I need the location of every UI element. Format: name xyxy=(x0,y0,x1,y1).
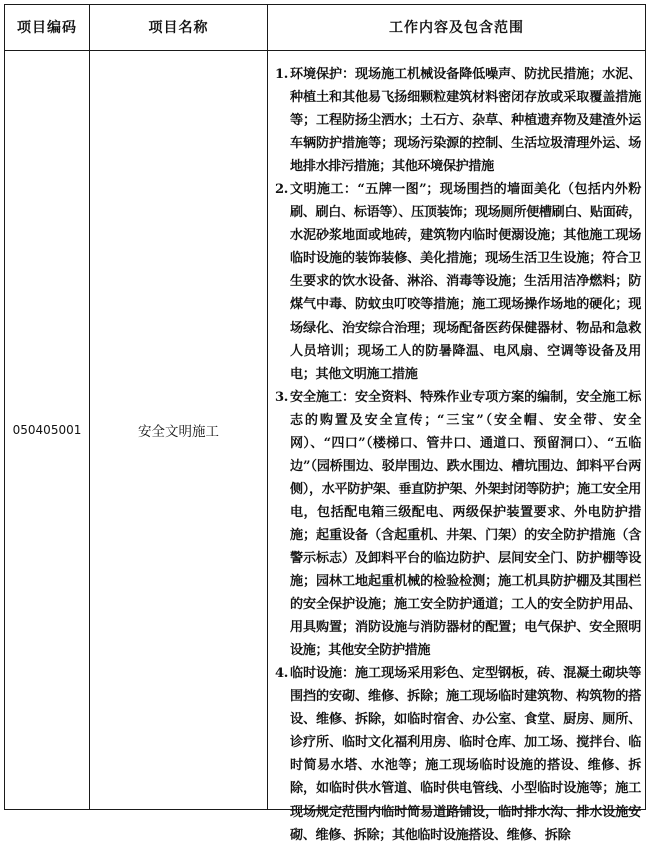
scope-item-civilized xyxy=(275,178,641,385)
item-name-cell: 安全文明施工 xyxy=(138,424,219,440)
scope-item-temporary-facilities xyxy=(275,662,641,846)
scope-item-number: 4. xyxy=(275,666,288,682)
scope-item-text: 临时设施：施工现场采用彩色、定型钢板，砖、混凝土砌块等围挡的安砌、维修、拆除；施工现场临时建筑物、构筑物的搭设、维修、拆除，如临时宿舍、办公室、食堂、厨房、厕所、诊疗所、临时文化福利用房、临时仓库、加工场、搅拌台、临时简易水塔、水池等；施工现场临时设施的搭设、维修、拆除，如临时供水管道、临时供电管线、小型临时设施等；施工现场规定范围内临时简易道路铺设，临时排水沟、排水设施安砌、维修、拆除；其他临时设施搭设、维修、拆除 xyxy=(290,666,641,843)
scope-item-number: 1. xyxy=(275,67,288,82)
scope-item-number: 2. xyxy=(275,182,288,198)
bill-item-table xyxy=(4,4,646,843)
scope-item-text: 环境保护：现场施工机械设备降低噪声、防扰民措施；水泥、种植土和其他易飞扬细颗粒建筑材料密闭存放或采取覆盖措施等；工程防扬尘洒水；土石方、杂草、种植遗弃物及建渣外运车辆防护措施等；现场污染源的控制、生活垃圾清理外运、场地排水排污措施；其他环境保护措施 xyxy=(290,67,641,175)
scope-item-text: 安全施工：安全资料、特殊作业专项方案的编制，安全施工标志的购置及安全宣传；“三宝”（安全帽、安全带、安全网）、“四口”（楼梯口、管井口、通道口、预留洞口）、“五临边”（园桥围边、驳岸围边、跌水围边、槽坑围边、卸料平台两侧），水平防护架、垂直防护架、外架封闭等防护；施工安全用电，包括配电箱三级配电、两级保护装置要求、外电防护措施；起重设备（含起重机、井架、门架）的安全防护措施（含警示标志）及卸料平台的临边防护、层间安全门、防护棚等设施；园林工地起重机械的检验检测；施工机具防护棚及其围栏的安全保护设施；施工安全防护通道；工人的安全防护用品、用具购置；消防设施与消防器材的配置；电气保护、安全照明设施；其他安全防护措施 xyxy=(290,389,641,659)
scope-item-number: 3. xyxy=(275,389,288,405)
table-header-row xyxy=(5,5,645,51)
work-scope-cell xyxy=(275,63,641,847)
header-item-name: 项目名称 xyxy=(148,20,209,36)
scope-item-environmental xyxy=(275,63,641,178)
column-divider xyxy=(267,5,268,809)
header-item-code: 项目编码 xyxy=(17,20,77,36)
header-work-scope: 工作内容及包含范围 xyxy=(389,20,524,36)
scope-item-safety xyxy=(275,386,641,663)
item-code-cell: 050405001 xyxy=(12,423,82,437)
scope-item-text: 文明施工：“五牌一图”；现场围挡的墙面美化（包括内外粉刷、刷白、标语等）、压顶装饰；现场厕所便槽刷白、贴面砖，水泥砂浆地面或地砖，建筑物内临时便溺设施；其他施工现场临时设施的装饰装修、美化措施；现场生活卫生设施；符合卫生要求的饮水设备、淋浴、消毒等设施；生活用洁净燃料；防煤气中毒、防蚊虫叮咬等措施；施工现场操作场地的硬化；现场绿化、治安综合治理；现场配备医药保健器材、物品和急救人员培训；现场工人的防暑降温、电风扇、空调等设备及用电；其他文明施工措施 xyxy=(290,182,641,382)
